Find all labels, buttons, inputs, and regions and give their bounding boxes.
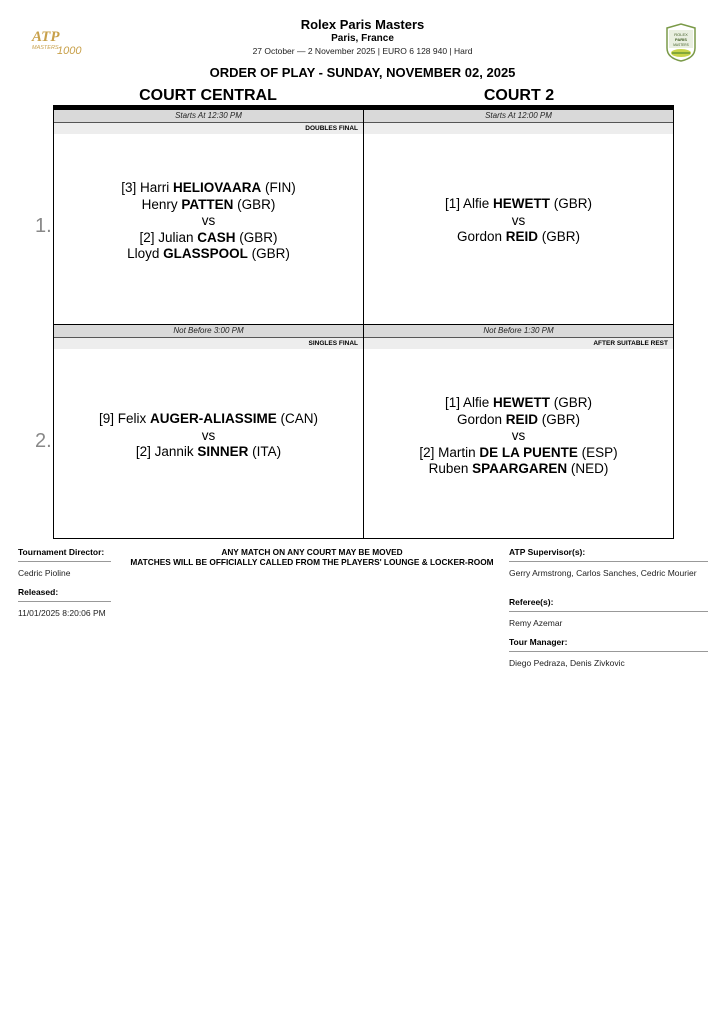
match-cell-court-2-1 bbox=[363, 109, 674, 325]
match-players bbox=[54, 411, 363, 461]
court-2-heading: COURT 2 bbox=[483, 87, 555, 104]
logo-1000-text: 1000 bbox=[57, 45, 82, 57]
tournament-director-value: Cedric Pioline bbox=[18, 568, 71, 578]
match-line: vs bbox=[201, 213, 216, 228]
match-players bbox=[364, 395, 673, 478]
referee-value: Remy Azemar bbox=[509, 618, 563, 628]
match-line: vs bbox=[511, 428, 526, 443]
divider bbox=[18, 601, 111, 602]
divider bbox=[509, 561, 708, 562]
match-line: [3] Harri HELIOVAARA (FIN) bbox=[121, 180, 296, 195]
start-time: Starts At 12:30 PM bbox=[54, 110, 363, 123]
match-line: Gordon REID (GBR) bbox=[456, 411, 581, 427]
logo-masters-text: MASTERS bbox=[32, 45, 59, 51]
round-label bbox=[364, 123, 673, 134]
start-time: Not Before 1:30 PM bbox=[364, 325, 673, 338]
match-players bbox=[54, 180, 363, 263]
match-cell-court-2-2 bbox=[363, 324, 674, 539]
tour-manager-value: Diego Pedraza, Denis Zivkovic bbox=[509, 658, 625, 668]
tournament-city: Paris, France bbox=[331, 33, 394, 44]
round-label: AFTER SUITABLE REST bbox=[364, 338, 673, 349]
match-line: Ruben SPAARGAREN (NED) bbox=[428, 461, 609, 476]
logo-paris-text: PARIS bbox=[675, 37, 687, 42]
match-line: [2] Jannik SINNER (ITA) bbox=[135, 444, 282, 459]
round-label: SINGLES FINAL bbox=[54, 338, 363, 349]
atp-supervisor-value: Gerry Armstrong, Carlos Sanches, Cedric Mourier bbox=[509, 568, 697, 578]
match-line: vs bbox=[511, 212, 526, 228]
tour-manager-label: Tour Manager: bbox=[509, 637, 568, 647]
order-of-play-title: ORDER OF PLAY - SUNDAY, NOVEMBER 02, 2025 bbox=[209, 65, 516, 80]
divider bbox=[18, 561, 111, 562]
row-number-1: 1. bbox=[35, 215, 52, 237]
match-line: Gordon REID (GBR) bbox=[456, 229, 581, 244]
released-value: 11/01/2025 8:20:06 PM bbox=[18, 608, 106, 618]
referee-label: Referee(s): bbox=[509, 597, 554, 607]
match-players bbox=[364, 196, 673, 246]
match-line: [1] Alfie HEWETT (GBR) bbox=[444, 196, 593, 211]
tournament-director-label: Tournament Director: bbox=[18, 547, 105, 557]
released-label: Released: bbox=[18, 587, 59, 597]
match-line: [2] Julian CASH (GBR) bbox=[139, 229, 278, 245]
court-central-heading: COURT CENTRAL bbox=[139, 87, 277, 104]
tournament-name: Rolex Paris Masters bbox=[300, 17, 425, 32]
start-time: Starts At 12:00 PM bbox=[364, 110, 673, 123]
tournament-info: 27 October — 2 November 2025 | EURO 6 128 940 | Hard bbox=[252, 46, 473, 56]
divider bbox=[509, 611, 708, 612]
match-cell-court-central-1 bbox=[53, 109, 364, 325]
divider bbox=[509, 651, 708, 652]
match-cell-court-central-2 bbox=[53, 324, 364, 539]
notice-line-1: ANY MATCH ON ANY COURT MAY BE MOVED bbox=[221, 547, 403, 557]
match-line: Henry PATTEN (GBR) bbox=[141, 196, 276, 212]
match-line: Lloyd GLASSPOOL (GBR) bbox=[127, 246, 290, 261]
round-label: DOUBLES FINAL bbox=[54, 123, 363, 134]
notice bbox=[120, 547, 504, 567]
match-line: [9] Felix AUGER-ALIASSIME (CAN) bbox=[98, 411, 319, 426]
logo-rolex-text: ROLEX bbox=[674, 32, 688, 37]
match-line: [1] Alfie HEWETT (GBR) bbox=[444, 395, 593, 410]
logo-atp-text: ATP bbox=[32, 29, 60, 45]
notice-line-2: MATCHES WILL BE OFFICIALLY CALLED FROM THE PLAYERS' LOUNGE & LOCKER-ROOM bbox=[130, 557, 494, 567]
match-line: vs bbox=[201, 427, 216, 443]
logo-masters-text: MASTERS bbox=[673, 43, 689, 47]
row-number-2: 2. bbox=[35, 430, 52, 452]
start-time: Not Before 3:00 PM bbox=[54, 325, 363, 338]
match-line: [2] Martin DE LA PUENTE (ESP) bbox=[419, 444, 618, 460]
atp-supervisor-label: ATP Supervisor(s): bbox=[509, 547, 586, 557]
